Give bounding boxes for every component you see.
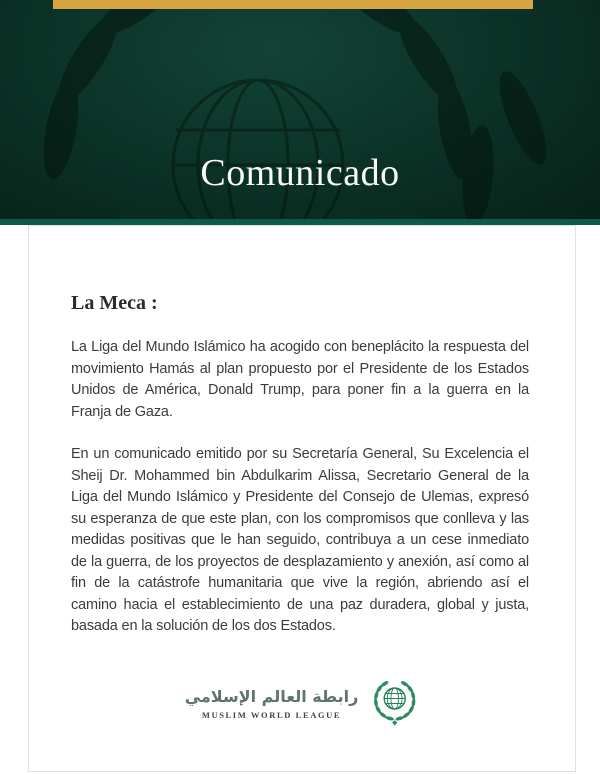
mwl-logo: [185, 678, 420, 728]
body-paragraph: En un comunicado emitido por su Secretaría General, Su Excelencia el Sheij Dr. Mohammed bin Abdulkarim Alissa, Secretario General de la Liga del Mundo Islámico y Presidente del Consejo de Ulemas, expresó su esperanza de que este plan, con los compromisos que conlleva y las medidas positivas que le han seguido, contribuya a un cese inmediato de la guerra, de los proyectos de desplazamiento y anexión, así como al fin de la catástrofe humanitaria que vive la región, abriendo así el camino hacia el establecimiento de una paz duradera, global y justa, basada en la solución de los dos Estados.: [71, 446, 529, 634]
document-card: [28, 225, 576, 772]
mwl-arabic-name: رابطة العالم الإسلامي: [184, 687, 359, 706]
page-title: Comunicado: [200, 152, 400, 194]
dateline-heading: La Meca :: [71, 292, 158, 314]
gold-accent-bar: [53, 0, 533, 9]
mwl-logo-text: [185, 686, 359, 720]
mwl-globe-wreath-emblem-icon: [369, 678, 419, 728]
header-banner: [0, 0, 600, 225]
mwl-english-name: MUSLIM WORLD LEAGUE: [201, 710, 342, 720]
body-paragraph: La Liga del Mundo Islámico ha acogido con beneplácito la respuesta del movimiento Hamás al plan propuesto por el Presidente de los Estados Unidos de América, Donald Trump, para poner fin a la guerra en la Franja de Gaza.: [71, 339, 529, 420]
